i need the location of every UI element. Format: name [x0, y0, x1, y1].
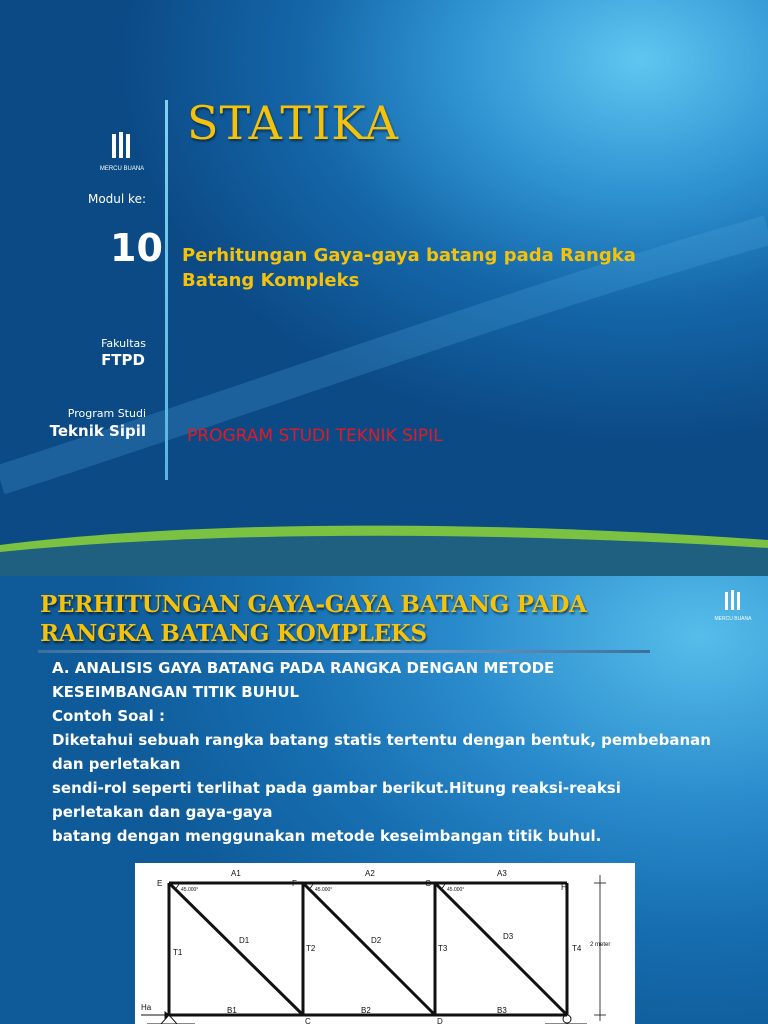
divider-line: [165, 100, 168, 480]
node-label: H: [561, 883, 567, 892]
member-label: T2: [306, 944, 316, 953]
university-logo: [92, 130, 152, 179]
member-label: T4: [572, 944, 582, 953]
body-line: sendi-rol seperti terlihat pada gambar berikut.Hitung reaksi-reaksi perletakan dan gaya-gaya: [52, 779, 621, 821]
body-line: Contoh Soal :: [52, 707, 165, 725]
member-label: A1: [231, 869, 241, 878]
body-line: A. ANALISIS GAYA BATANG PADA RANGKA DENGAN METODE: [52, 659, 555, 677]
fakultas-value: FTPD: [101, 351, 145, 369]
truss-figure: [135, 863, 635, 1024]
reaction-label: Ha: [141, 1003, 152, 1012]
member-d2: [303, 883, 435, 1015]
node-label: D: [437, 1017, 443, 1024]
modul-label: Modul ke:: [87, 192, 146, 206]
truss-diagram: [135, 863, 635, 1024]
slide-heading: PERHITUNGAN GAYA-GAYA BATANG PADA RANGKA BATANG KOMPLEKS: [40, 591, 587, 647]
angle-label: 45.000°: [181, 887, 199, 893]
node-label: G: [425, 879, 432, 888]
node-label: C: [305, 1017, 311, 1024]
body-line: KESEIMBANGAN TITIK BUHUL: [52, 683, 300, 701]
modul-number: 10: [110, 226, 163, 270]
body-line: Diketahui sebuah rangka batang statis tertentu dengan bentuk, pembebanan dan perletakan: [52, 731, 711, 773]
member-label: B3: [497, 1006, 507, 1015]
member-label: B2: [361, 1006, 371, 1015]
member-label: A2: [365, 869, 375, 878]
member-label: A3: [497, 869, 507, 878]
height-label: 2 meter: [590, 942, 611, 948]
program-value: Teknik Sipil: [49, 422, 146, 440]
member-label: T1: [173, 948, 183, 957]
angle-label: 45.000°: [315, 887, 333, 893]
body-line: batang dengan menggunakan metode keseimbangan titik buhul.: [52, 827, 602, 845]
heading-underline: [38, 650, 650, 653]
logo-text: MERCU BUANA: [99, 166, 145, 172]
program-label: Program Studi: [67, 407, 146, 420]
university-logo-small: [708, 588, 758, 628]
logo-mark-icon: [708, 588, 758, 624]
member-d3: [435, 883, 567, 1015]
logo-mark-icon: [92, 130, 152, 175]
member-label: D1: [239, 936, 250, 945]
subtitle: Perhitungan Gaya-gaya batang pada Rangka Batang Kompleks: [182, 245, 636, 291]
member-label: B1: [227, 1006, 237, 1015]
angle-label: 45.000°: [447, 887, 465, 893]
member-label: D3: [503, 932, 514, 941]
member-d1: [169, 883, 303, 1015]
node-label: E: [157, 879, 163, 888]
node-label: F: [292, 879, 297, 888]
member-label: T3: [438, 944, 448, 953]
logo-text: MERCU BUANA: [714, 616, 752, 622]
body-text: [52, 656, 712, 848]
slide-title: STATIKA: [187, 96, 399, 150]
content-slide: [0, 576, 768, 1024]
member-label: D2: [371, 936, 382, 945]
program-banner: PROGRAM STUDI TEKNIK SIPIL: [187, 426, 443, 446]
fakultas-label: Fakultas: [101, 337, 146, 350]
